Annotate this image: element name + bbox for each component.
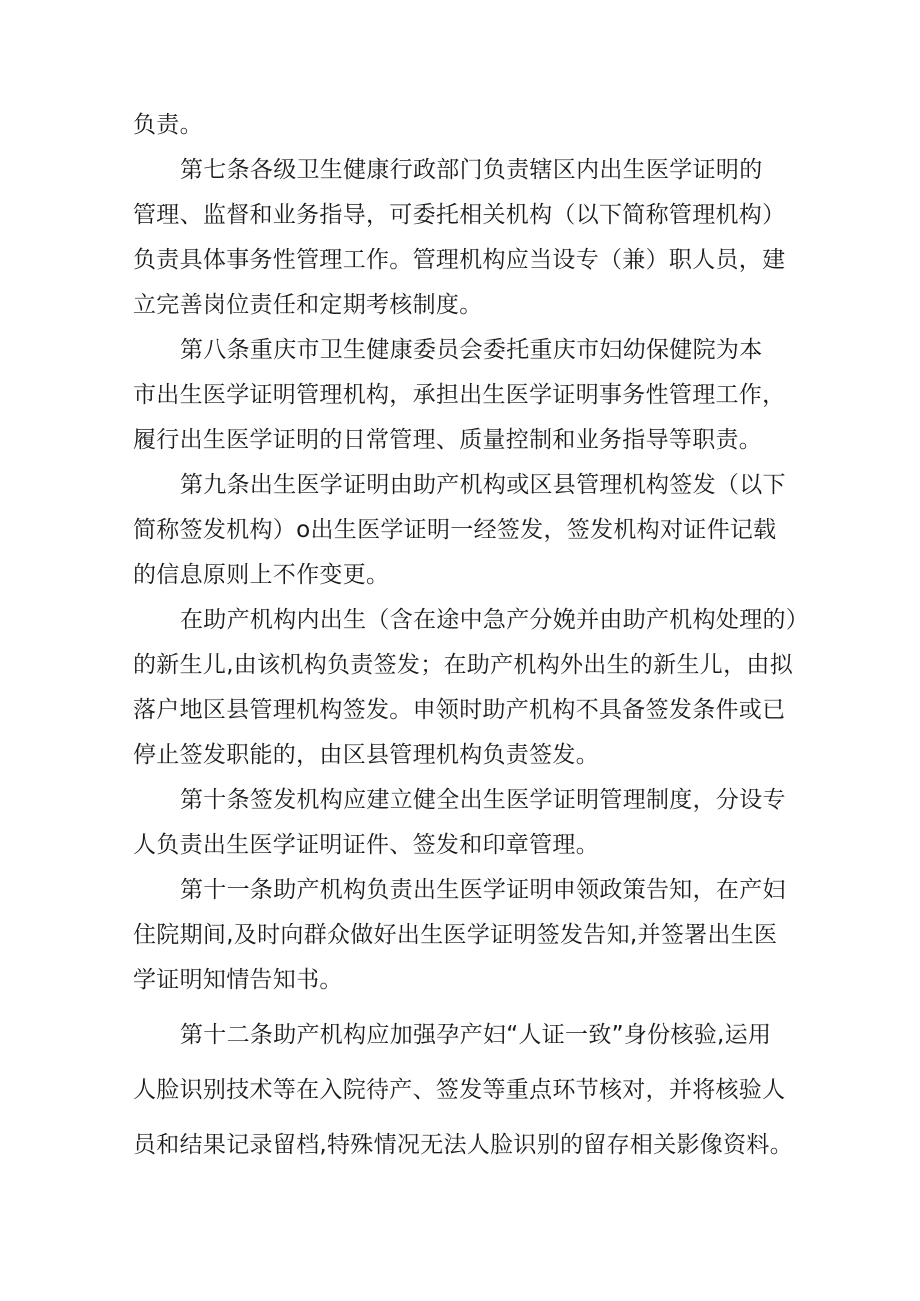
article-7-line-4: 立完善岗位责任和定期考核制度。: [133, 292, 483, 318]
article-7-line-1: 第七条各级卫生健康行政部门负责辖区内出生医学证明的: [180, 157, 763, 183]
article-10-line-2: 人负责出生医学证明证件、签发和印章管理。: [133, 832, 599, 858]
paragraph-birth-line-4: 停止签发职能的，由区县管理机构负责签发。: [133, 742, 599, 768]
article-10-line-1: 第十条签发机构应建立健全出生医学证明管理制度，分设专: [180, 787, 786, 813]
article-12-line-2: 人脸识别技术等在入院待产、签发等重点环节核对，并将核验人: [133, 1077, 786, 1103]
article-7-line-3: 负责具体事务性管理工作。管理机构应当设专（兼）职人员，建: [133, 247, 786, 273]
article-9-line-1: 第九条出生医学证明由助产机构或区县管理机构签发（以下: [180, 472, 786, 498]
article-11-line-3: 学证明知情告知书。: [133, 967, 343, 993]
article-11-line-1: 第十一条助产机构负责出生医学证明申领政策告知，在产妇: [180, 877, 786, 903]
article-8-line-2: 市出生医学证明管理机构，承担出生医学证明事务性管理工作，: [133, 382, 786, 408]
paragraph-birth-line-3: 落户地区县管理机构签发。申领时助产机构不具备签发条件或已: [133, 697, 786, 723]
article-9-line-2: 简称签发机构）o出生医学证明一经签发，签发机构对证件记载: [133, 517, 777, 543]
article-8-line-1: 第八条重庆市卫生健康委员会委托重庆市妇幼保健院为本: [180, 337, 763, 363]
paragraph-birth-line-1: 在助产机构内出生（含在途中急产分娩并由助产机构处理的）: [180, 607, 810, 633]
article-12-line-1: 第十二条助产机构应加强孕产妇“人证一致”身份核验,运用: [180, 1022, 772, 1048]
article-11-line-2: 住院期间,及时向群众做好出生医学证明签发告知,并签署出生医: [133, 922, 778, 948]
article-9-line-3: 的信息原则上不作变更。: [133, 562, 390, 588]
article-12-line-3: 员和结果记录留档,特殊情况无法人脸识别的留存相关影像资料。: [133, 1132, 794, 1158]
article-7-line-2: 管理、监督和业务指导，可委托相关机构（以下简称管理机构）: [133, 202, 786, 228]
paragraph-birth-line-2: 的新生儿,由该机构负责签发；在助产机构外出生的新生儿，由拟: [133, 652, 794, 678]
article-8-line-3: 履行出生医学证明的日常管理、质量控制和业务指导等职责。: [133, 427, 763, 453]
text-line-1: 负责。: [133, 112, 203, 138]
